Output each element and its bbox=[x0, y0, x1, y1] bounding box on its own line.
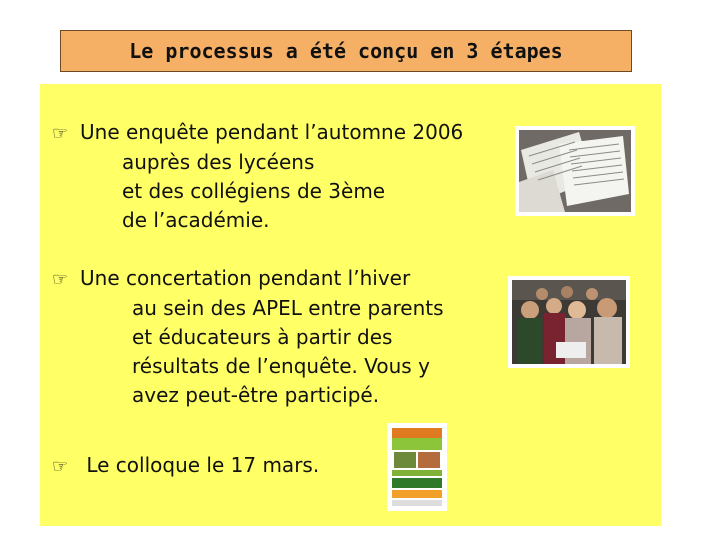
bullet-item-colloquium bbox=[52, 451, 319, 481]
bullet-text: Une concertation pendant l’hiver bbox=[80, 266, 411, 290]
bullet-text: auprès des lycéens bbox=[122, 150, 315, 174]
bullet-text: Une enquête pendant l’automne 2006 bbox=[80, 120, 464, 144]
slide-title: Le processus a été conçu en 3 étapes bbox=[60, 30, 632, 72]
bullet-item-survey bbox=[52, 118, 463, 235]
survey-papers-photo bbox=[515, 126, 635, 216]
pointing-hand-icon: ☞ bbox=[52, 123, 69, 144]
content-panel bbox=[40, 84, 661, 526]
bullet-text: au sein des APEL entre parents bbox=[132, 296, 444, 320]
bullet-text: et éducateurs à partir des bbox=[132, 325, 393, 349]
bullet-text: de l’académie. bbox=[122, 208, 270, 232]
pointing-hand-icon: ☞ bbox=[52, 269, 69, 290]
bullet-text: Le colloque le 17 mars. bbox=[80, 453, 320, 477]
audience-photo bbox=[508, 276, 630, 368]
pointing-hand-icon: ☞ bbox=[52, 456, 69, 477]
bullet-text: avez peut-être participé. bbox=[132, 383, 380, 407]
bullet-item-consultation bbox=[52, 264, 444, 410]
bullet-text: et des collégiens de 3ème bbox=[122, 179, 386, 203]
colloquium-poster bbox=[387, 423, 447, 511]
bullet-text: résultats de l’enquête. Vous y bbox=[132, 354, 430, 378]
